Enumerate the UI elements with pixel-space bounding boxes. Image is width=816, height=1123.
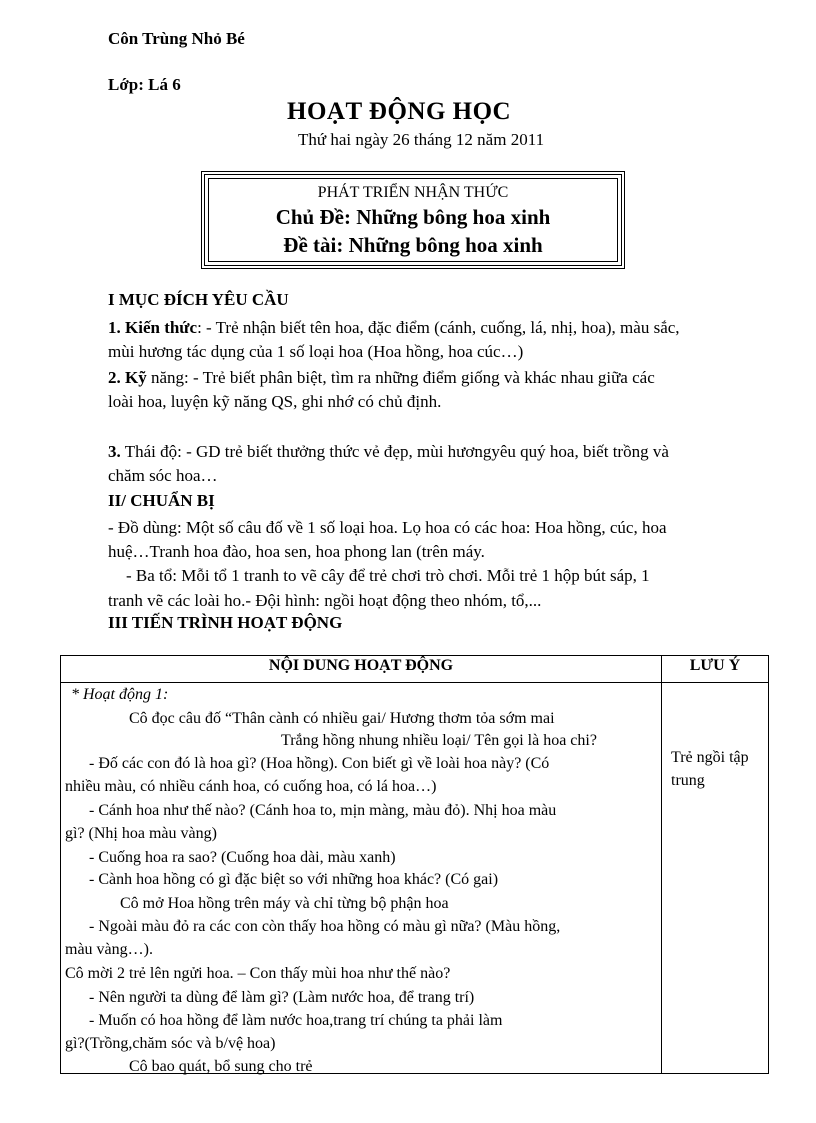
knowledge-line-1 [108,318,680,338]
page-title: HOẠT ĐỘNG HỌC [287,98,512,125]
content-line: Cô mở Hoa hồng trên máy và chỉ từng bộ phận hoa [120,895,449,912]
activity-table [60,655,769,1074]
knowledge-text: : - Trẻ nhận biết tên hoa, đặc điểm (cánh, cuống, lá, nhị, hoa), màu sắc, [197,318,680,337]
topic-theme: Chủ Đề: Những bông hoa xinh [275,205,551,229]
teacher-name: Côn Trùng Nhỏ Bé [108,29,245,48]
content-line: gì?(Trồng,chăm sóc và b/vệ hoa) [65,1035,276,1052]
skill-line-2: loài hoa, luyện kỹ năng QS, ghi nhớ có chủ định. [108,392,442,411]
note-line: trung [671,772,705,789]
attitude-line-1 [108,442,669,462]
date-line: Thứ hai ngày 26 tháng 12 năm 2011 [298,130,545,149]
content-line: Trắng hồng nhung nhiều loại/ Tên gọi là hoa chi? [281,732,597,749]
topic-subject: Đề tài: Những bông hoa xinh [283,233,543,257]
topic-area: PHÁT TRIỂN NHẬN THỨC [317,184,509,201]
note-cell [662,683,769,1074]
topic-box [201,171,625,269]
prep-line-1: - Đồ dùng: Một số câu đố về 1 số loại hoa. Lọ hoa có các hoa: Hoa hồng, cúc, hoa [108,518,667,537]
skill-line-1 [108,368,655,388]
section1-heading: I MỤC ĐÍCH YÊU CẦU [108,290,289,309]
skill-label: 2. Kỹ [108,368,147,387]
section3-heading: III TIẾN TRÌNH HOẠT ĐỘNG [108,613,343,632]
attitude-label: 3. [108,442,121,461]
knowledge-line-2: mùi hương tác dụng của 1 số loại hoa (Hoa hồng, hoa cúc…) [108,342,524,361]
content-line: màu vàng…). [65,941,153,958]
knowledge-label: 1. Kiến thức [108,318,198,337]
table-header-row [61,656,769,683]
content-line: - Nên người ta dùng để làm gì? (Làm nước hoa, để trang trí) [89,989,475,1006]
activity-label: * Hoạt động 1: [71,686,169,703]
content-line: - Muốn có hoa hồng để làm nước hoa,trang trí chúng ta phải làm [89,1012,503,1029]
note-text [671,746,749,792]
content-line: Cô mời 2 trẻ lên ngửi hoa. – Con thấy mùi hoa như thế nào? [65,965,451,982]
prep-line-4: tranh vẽ các loài ho.- Đội hình: ngồi hoạt động theo nhóm, tổ,... [108,591,542,610]
content-line: Cô bao quát, bổ sung cho trẻ [129,1058,313,1075]
content-line: gì? (Nhị hoa màu vàng) [65,825,217,842]
content-line: Cô đọc câu đố “Thân cành có nhiều gai/ Hương thơm tỏa sớm mai [129,710,555,727]
attitude-text: Thái độ: - GD trẻ biết thưởng thức vẻ đẹp, mùi hươngyêu quý hoa, biết trồng và [124,442,669,461]
content-line: - Ngoài màu đỏ ra các con còn thấy hoa hồng có màu gì nữa? (Màu hồng, [89,918,561,935]
col-content-header: NỘI DUNG HOẠT ĐỘNG [61,656,662,683]
content-cell [61,683,662,1074]
content-line: - Đố các con đó là hoa gì? (Hoa hồng). Con biết gì về loài hoa này? (Có [89,755,550,772]
col-note-header: LƯU Ý [662,656,769,683]
content-line: - Cuống hoa ra sao? (Cuống hoa dài, màu xanh) [89,849,396,866]
table-row [61,683,769,1074]
class-label: Lớp: Lá 6 [108,75,181,94]
content-line: - Cánh hoa như thế nào? (Cánh hoa to, mịn màng, màu đỏ). Nhị hoa màu [89,802,557,819]
prep-line-2: huệ…Tranh hoa đào, hoa sen, hoa phong lan (trên máy. [108,542,485,561]
skill-text: năng: - Trẻ biết phân biệt, tìm ra những điểm giống và khác nhau giữa các [150,368,655,387]
section2-heading: II/ CHUẨN BỊ [108,491,215,510]
content-line: nhiều màu, có nhiều cánh hoa, có cuống hoa, có lá hoa…) [65,778,437,795]
content-line: - Cành hoa hồng có gì đặc biệt so với những hoa khác? (Có gai) [89,871,499,888]
prep-line-3: - Ba tổ: Mỗi tổ 1 tranh to vẽ cây để trẻ chơi trò chơi. Mỗi trẻ 1 hộp bút sáp, 1 [126,566,650,585]
note-line: Trẻ ngồi tập [671,749,749,766]
attitude-line-2: chăm sóc hoa… [108,466,218,485]
